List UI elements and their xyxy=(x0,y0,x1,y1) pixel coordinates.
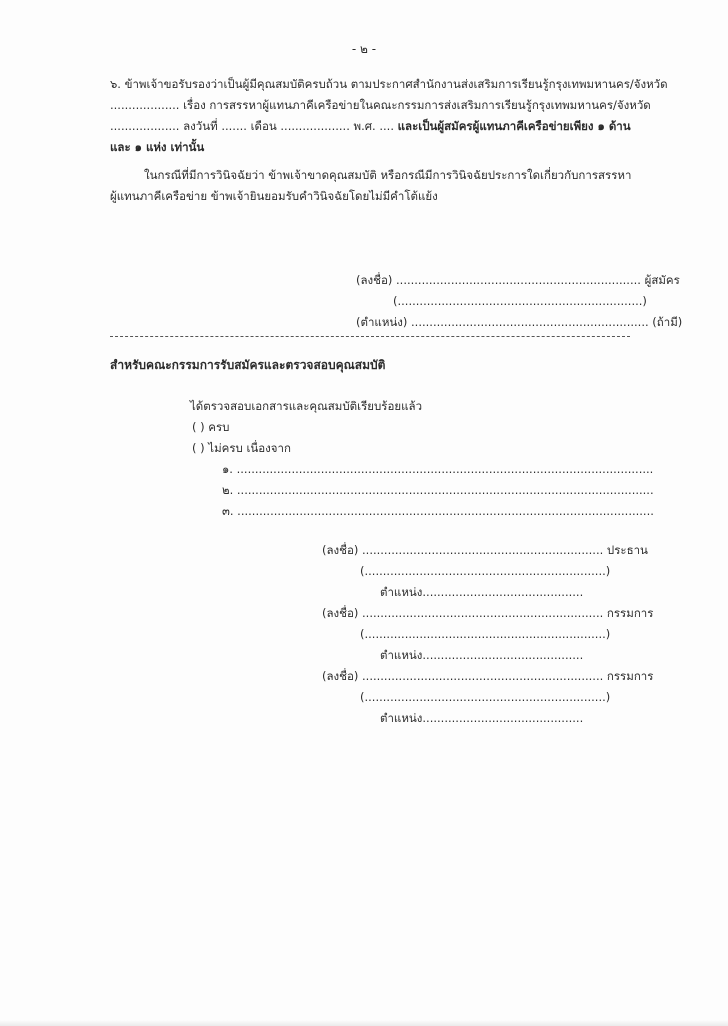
committee-2-sign-line: (ลงชื่อ) .................................................................. กรรมการ xyxy=(322,669,654,683)
committee-1-position-line: ตำแหน่ง............................................ xyxy=(380,648,584,662)
option-complete: ( ) ครบ xyxy=(192,420,230,434)
applicant-name-line: (...................................................................) xyxy=(393,294,647,308)
committee-2-name-line: (..................................................................) xyxy=(360,690,611,704)
committee-heading: สำหรับคณะกรรมการรับสมัครและตรวจสอบคุณสมบัติ xyxy=(110,358,386,372)
reason-line-3: ๓. .................................................................................................................. xyxy=(222,504,654,518)
chairman-name-line: (..................................................................) xyxy=(360,564,611,578)
committee-1-sign-line: (ลงชื่อ) .................................................................. กรรมการ xyxy=(322,606,654,620)
ruling-line-1: ในกรณีที่มีการวินิจฉัยว่า ข้าพเจ้าขาดคุณสมบัติ หรือกรณีมีการวินิจฉัยประการใดเกี่ยวกับการสรรหา xyxy=(144,168,632,182)
applicant-sign-line: (ลงชื่อ) ................................................................... ผู้สมัคร xyxy=(356,273,680,287)
committee-2-position-line: ตำแหน่ง............................................ xyxy=(380,711,584,725)
clause-6-line-3-emphasis: และเป็นผู้สมัครผู้แทนภาคีเครือข่ายเพียง ๑ ด้าน xyxy=(397,119,631,133)
ruling-line-2: ผู้แทนภาคีเครือข่าย ข้าพเจ้ายินยอมรับคำวินิจฉัยโดยไม่มีคำโต้แย้ง xyxy=(110,189,438,203)
clause-6-line-3-text: ................... ลงวันที่ ....... เดือน ................... พ.ศ. .... xyxy=(110,119,398,133)
clause-6-line-1: ๖. ข้าพเจ้าขอรับรองว่าเป็นผู้มีคุณสมบัติครบถ้วน ตามประกาศสำนักงานส่งเสริมการเรียนรู้กรุงเทพมหานคร/จังหวัด xyxy=(110,77,668,91)
option-incomplete: ( ) ไม่ครบ เนื่องจาก xyxy=(192,441,291,455)
checked-text: ได้ตรวจสอบเอกสารและคุณสมบัติเรียบร้อยแล้ว xyxy=(190,399,423,413)
chairman-position-line: ตำแหน่ง............................................ xyxy=(380,585,584,599)
reason-line-1: ๑. .................................................................................................................. xyxy=(222,462,654,476)
reason-line-2: ๒. .................................................................................................................. xyxy=(222,483,654,497)
chairman-sign-line: (ลงชื่อ) .................................................................. ประธาน xyxy=(322,543,648,557)
clause-6-line-3 xyxy=(110,118,631,134)
page-number: - ๒ - xyxy=(351,42,377,56)
clause-6-line-2: ................... เรื่อง การสรรหาผู้แทนภาคีเครือข่ายในคณะกรรมการส่งเสริมการเรียนรู้กรุงเทพมหานคร/จังหวัด xyxy=(110,98,651,112)
clause-6-line-4: และ ๑ แห่ง เท่านั้น xyxy=(110,140,205,154)
committee-1-name-line: (..................................................................) xyxy=(360,627,611,641)
section-divider xyxy=(110,336,630,337)
applicant-position-line: (ตำแหน่ง) ................................................................. (ถ้ามี) xyxy=(356,315,683,329)
scan-bottom-edge xyxy=(0,1020,728,1026)
